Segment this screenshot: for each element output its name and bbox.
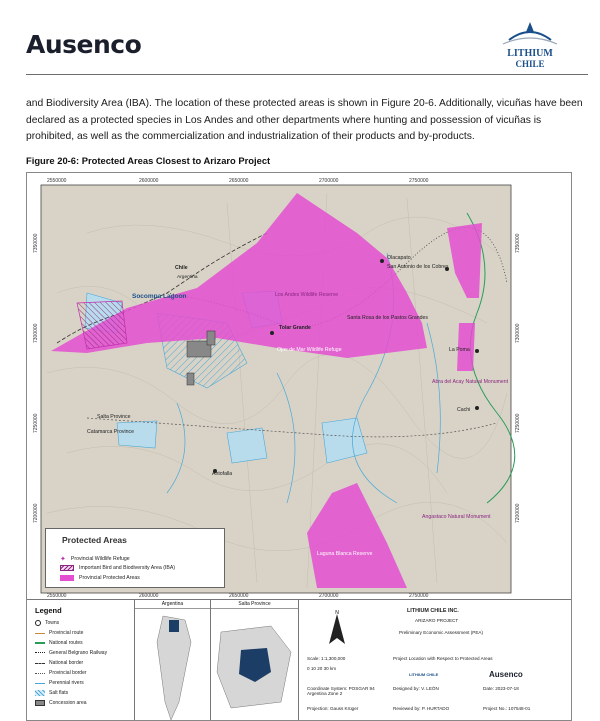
projection: Projection: Gauss Krüger xyxy=(307,706,359,711)
legend-provincial-border: Provincial border xyxy=(35,670,87,676)
header-divider xyxy=(26,74,588,75)
label-cachi: Cachi xyxy=(457,407,471,413)
line-icon xyxy=(35,673,45,674)
argentina-inset-map xyxy=(135,612,211,721)
map-bottom-panel xyxy=(27,599,572,721)
y-tick: 7300000 xyxy=(515,323,521,343)
legend-rivers: Perennial rivers xyxy=(35,680,84,686)
title-block xyxy=(299,600,572,721)
x-tick: 2650000 xyxy=(229,593,249,599)
y-tick: 7250000 xyxy=(33,413,39,433)
protected-areas-legend xyxy=(45,528,225,588)
legend-heading: Legend xyxy=(35,606,62,615)
label-abra: Abra del Acay Natural Monument xyxy=(432,379,509,385)
svg-text:CHILE: CHILE xyxy=(515,59,545,69)
concession-swatch xyxy=(35,700,45,706)
legend-concession: Concession area xyxy=(35,700,87,706)
ausenco-logo: Ausenco xyxy=(26,30,142,59)
label-argentina: Argentina xyxy=(177,275,198,280)
label-los-andes: Los Andes Wildlife Reserve xyxy=(275,292,339,298)
line-icon xyxy=(35,683,45,684)
rail-icon xyxy=(35,652,45,654)
designed-by: Designed by: V. LEÓN xyxy=(393,686,439,691)
argentina-inset: Argentina xyxy=(135,600,211,721)
date: Date: 2023-07-18 xyxy=(483,686,519,691)
magenta-swatch xyxy=(60,575,74,581)
legend-item-wildlife-refuge: ✦ Provincial Wildlife Refuge xyxy=(60,556,130,563)
x-tick: 2600000 xyxy=(139,178,159,184)
x-tick: 2750000 xyxy=(409,593,429,599)
label-la-poma: La Poma xyxy=(449,347,470,353)
legend-railway: General Belgrano Railway xyxy=(35,650,107,656)
label-socompa: Socompa Lagoon xyxy=(132,293,187,300)
x-tick: 2750000 xyxy=(409,178,429,184)
salt-swatch xyxy=(35,690,45,696)
label-santa-rosa: Santa Rosa de los Pastos Grandes xyxy=(347,315,429,321)
x-tick: 2600000 xyxy=(139,593,159,599)
x-tick: 2700000 xyxy=(319,593,339,599)
legend-national-routes: National routes xyxy=(35,640,83,646)
page-header xyxy=(0,0,600,80)
line-icon xyxy=(35,663,45,664)
scale-text: Scale: 1:1,300,000 xyxy=(307,656,346,661)
study-name: Preliminary Economic Assessment (PEA) xyxy=(399,630,483,635)
line-icon xyxy=(35,633,45,634)
star-icon: ✦ xyxy=(60,556,66,563)
legend-provincial-route: Provincial route xyxy=(35,630,83,636)
legend-salt-flats: Salt flats xyxy=(35,690,68,696)
svg-text:N: N xyxy=(335,610,339,616)
legend-national-border: National border xyxy=(35,660,83,666)
hatch-swatch xyxy=(60,565,74,571)
map-legend xyxy=(27,600,135,721)
body-paragraph: and Biodiversity Area (IBA). The location of these protected areas is shown in Figure 20-6. Additionally, vicuñas have been declared as a protected species in Los Andes and other departments where hunting and possession of vicuñas is prohibited, as well as the commercialization and industrialization of their products and by-products. xyxy=(26,98,583,142)
y-tick: 7350000 xyxy=(33,233,39,253)
y-tick: 7250000 xyxy=(515,413,521,433)
legend-title: Protected Areas xyxy=(62,535,127,545)
label-san-antonio: San Antonio de los Cobres xyxy=(387,264,449,270)
legend-towns: Towns xyxy=(35,620,59,626)
label-salta: Salta Province xyxy=(97,414,131,420)
y-tick: 7200000 xyxy=(515,503,521,523)
label-olacapato: Olacapato xyxy=(387,255,411,261)
legend-item-protected: Provincial Protected Areas xyxy=(60,575,140,581)
ausenco-small-logo: Ausenco xyxy=(489,670,523,679)
town-icon xyxy=(35,620,41,626)
y-tick: 7200000 xyxy=(33,503,39,523)
reviewed-by: Reviewed by: P. HURTADO xyxy=(393,706,450,711)
coord-system: Coordinate System: POSGAR 94 Argentina Zone 2 xyxy=(307,686,375,696)
label-chile: Chile xyxy=(175,265,188,271)
x-tick: 2550000 xyxy=(47,178,67,184)
legend-item-iba: Important Bird and Biodiversity Area (IBA) xyxy=(60,565,175,571)
label-laguna-blanca: Laguna Blanca Reserve xyxy=(317,551,373,557)
map-figure xyxy=(26,172,572,721)
x-tick: 2700000 xyxy=(319,178,339,184)
label-angastaco: Angastaco Natural Monument xyxy=(422,514,491,520)
project-number: Project No.: 107548-01 xyxy=(483,706,531,711)
map-title: Project Location with Respect to Protected Areas xyxy=(393,656,493,661)
y-tick: 7300000 xyxy=(33,323,39,343)
label-catamarca: Catamarca Province xyxy=(87,429,134,435)
svg-text:LITHIUM: LITHIUM xyxy=(507,48,553,59)
lithium-chile-small-logo: LITHIUM CHILE xyxy=(409,672,439,677)
north-arrow-icon xyxy=(317,610,357,650)
label-tolar-grande: Tolar Grande xyxy=(279,325,311,331)
line-icon xyxy=(35,642,45,644)
salta-inset: Salta Province xyxy=(211,600,299,721)
lithium-chile-logo xyxy=(489,18,571,70)
label-antofalla: Antofalla xyxy=(212,471,233,477)
figure-caption: Figure 20-6: Protected Areas Closest to Arizaro Project xyxy=(26,155,271,166)
label-ojos-de-mar: Ojos de Mar Wildlife Refuge xyxy=(277,347,342,353)
scale-ticks: 0 10 20 30 km xyxy=(307,666,337,671)
x-tick: 2650000 xyxy=(229,178,249,184)
x-tick: 2550000 xyxy=(47,593,67,599)
project-name: ARIZARO PROJECT xyxy=(415,618,459,623)
salta-inset-map xyxy=(211,612,299,721)
company-name: LITHIUM CHILE INC. xyxy=(407,608,459,614)
y-tick: 7350000 xyxy=(515,233,521,253)
